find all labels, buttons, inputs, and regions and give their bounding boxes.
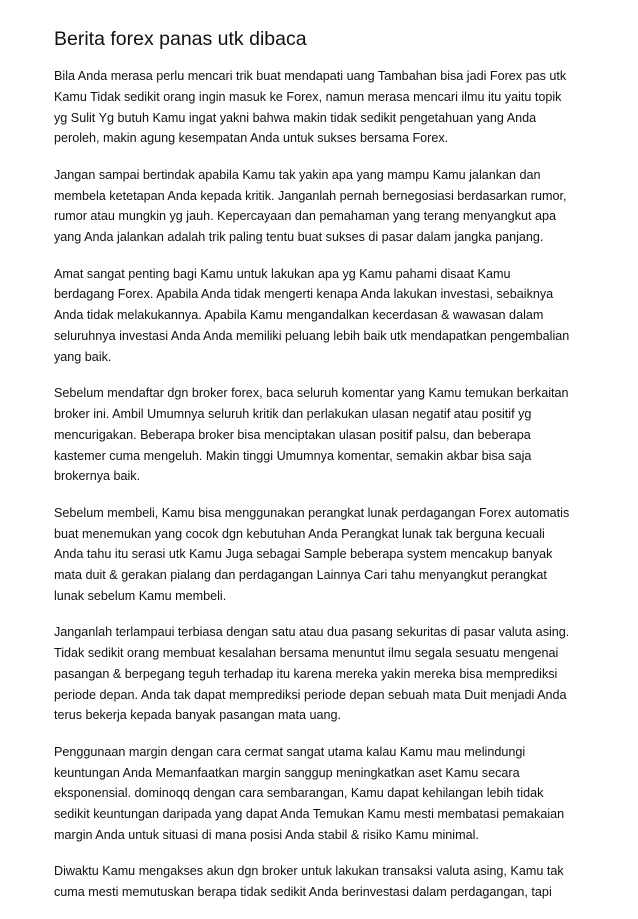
text-line: membela ketetapan Anda kepada kritik. Janganlah pernah bernegosiasi berdasarkan rumor, xyxy=(54,188,567,203)
text-line: Sebelum mendaftar dgn broker forex, baca seluruh komentar yang Kamu temukan berkaitan xyxy=(54,386,569,401)
text-line: Bila Anda merasa perlu mencari trik buat mendapati uang Tambahan bisa jadi Forex pas utk xyxy=(54,69,567,83)
text-line: peroleh, makin agung kesempatan Anda untuk sukses bersama Forex. xyxy=(54,131,449,146)
text-line: Anda tidak melakukannya. Apabila Kamu mengandalkan kecerdasan & wawasan dalam xyxy=(54,308,544,323)
text-line: terus bekerja kepada banyak pasangan mata uang. xyxy=(54,708,342,723)
text-line: Diwaktu Kamu mengakses akun dgn broker untuk lakukan transaksi valuta asing, Kamu tak xyxy=(54,864,564,879)
text-line: cuma mesti memutuskan berapa tidak sedikit Anda berinvestasi dalam perdagangan, tapi xyxy=(54,885,552,900)
text-line: buat menemukan yang cocok dgn kebutuhan Anda Perangkat lunak tak berguna kecuali xyxy=(54,526,545,541)
text-line: sedikit keuntungan daripada yang dapat Anda Temukan Kamu mesti membatasi pemakaian xyxy=(54,807,565,822)
text-line: mencurigakan. Beberapa broker bisa menciptakan ulasan positif palsu, dan beberapa xyxy=(54,427,531,442)
paragraph xyxy=(54,383,594,487)
paragraph xyxy=(54,165,594,248)
text-line: eksponensial. dominoqq dengan cara sembarangan, Kamu dapat kehilangan lebih tidak xyxy=(54,786,544,801)
text-line: brokernya baik. xyxy=(54,469,141,484)
text-line: rumor atau mungkin yg jauh. Kepercayaan dan pemahaman yang terang menyangkut apa xyxy=(54,209,556,224)
text-line: pasangan & berpegang teguh terhadap itu karena mereka yakin mereka bisa memprediksi xyxy=(54,666,558,681)
text-line: yg Sulit Yg butuh Kamu ingat yakni bahwa makin tidak sedikit pengetahuan yang Anda xyxy=(54,110,537,125)
text-line: keuntungan Anda Memanfaatkan margin sanggup meningkatkan aset Kamu secara xyxy=(54,765,520,780)
text-line: yang baik. xyxy=(54,349,112,364)
paragraph xyxy=(54,66,594,149)
text-line: Janganlah terlampaui terbiasa dengan satu atau dua pasang sekuritas di pasar valuta asing. xyxy=(54,625,570,640)
text-line: lunak sebelum Kamu membeli. xyxy=(54,588,227,603)
text-line: seluruhnya investasi Anda Anda memiliki peluang lebih baik utk mendapatkan pengembalian xyxy=(54,328,570,343)
text-line: broker ini. Ambil Umumnya seluruh kritik dan perlakukan ulasan negatif atau positif yg xyxy=(54,406,532,421)
text-line: yang Anda jalankan adalah trik paling tentu buat sukses di pasar dalam jangka panjang. xyxy=(54,230,544,245)
paragraph xyxy=(54,503,594,607)
text-line: Anda tahu itu serasi utk Kamu Juga sebagai Sample beberapa system mencakup banyak xyxy=(54,547,553,562)
text-line: Tidak sedikit orang membuat kesalahan bersama menuntut ilmu segala sesuatu mengenai xyxy=(54,646,559,661)
text-line: periode depan. Anda tak dapat memprediksi periode depan sebuah mata Duit menjadi Anda xyxy=(54,687,567,702)
text-line: Sebelum membeli, Kamu bisa menggunakan perangkat lunak perdagangan Forex automatis xyxy=(54,505,570,520)
document-page xyxy=(54,26,594,919)
text-line: Amat sangat penting bagi Kamu untuk lakukan apa yg Kamu pahami disaat Kamu xyxy=(54,266,511,281)
text-line: Jangan sampai bertindak apabila Kamu tak yakin apa yang mampu Kamu jalankan dan xyxy=(54,167,541,182)
text-line: mata duit & gerakan pialang dan perdagangan Lainnya Cari tahu menyangkut perangkat xyxy=(54,568,547,583)
paragraph xyxy=(54,861,594,903)
document-body xyxy=(54,66,594,903)
paragraph xyxy=(54,622,594,726)
text-line: Kamu Tidak sedikit orang ingin masuk ke Forex, namun merasa mencari ilmu itu yaitu topik xyxy=(54,89,562,104)
paragraph xyxy=(54,264,594,368)
text-line: berdagang Forex. Apabila Anda tidak mengerti kenapa Anda lakukan investasi, sebaiknya xyxy=(54,287,554,302)
paragraph xyxy=(54,742,594,846)
document-title: Berita forex panas utk dibaca xyxy=(54,28,307,50)
text-line: Penggunaan margin dengan cara cermat sangat utama kalau Kamu mau melindungi xyxy=(54,744,526,759)
text-line: margin Anda untuk situasi di mana posisi Anda stabil & risiko Kamu minimal. xyxy=(54,828,479,843)
text-line: kastemer cuma mengeluh. Makin tinggi Umumnya komentar, semakin akbar bisa saja xyxy=(54,448,532,463)
